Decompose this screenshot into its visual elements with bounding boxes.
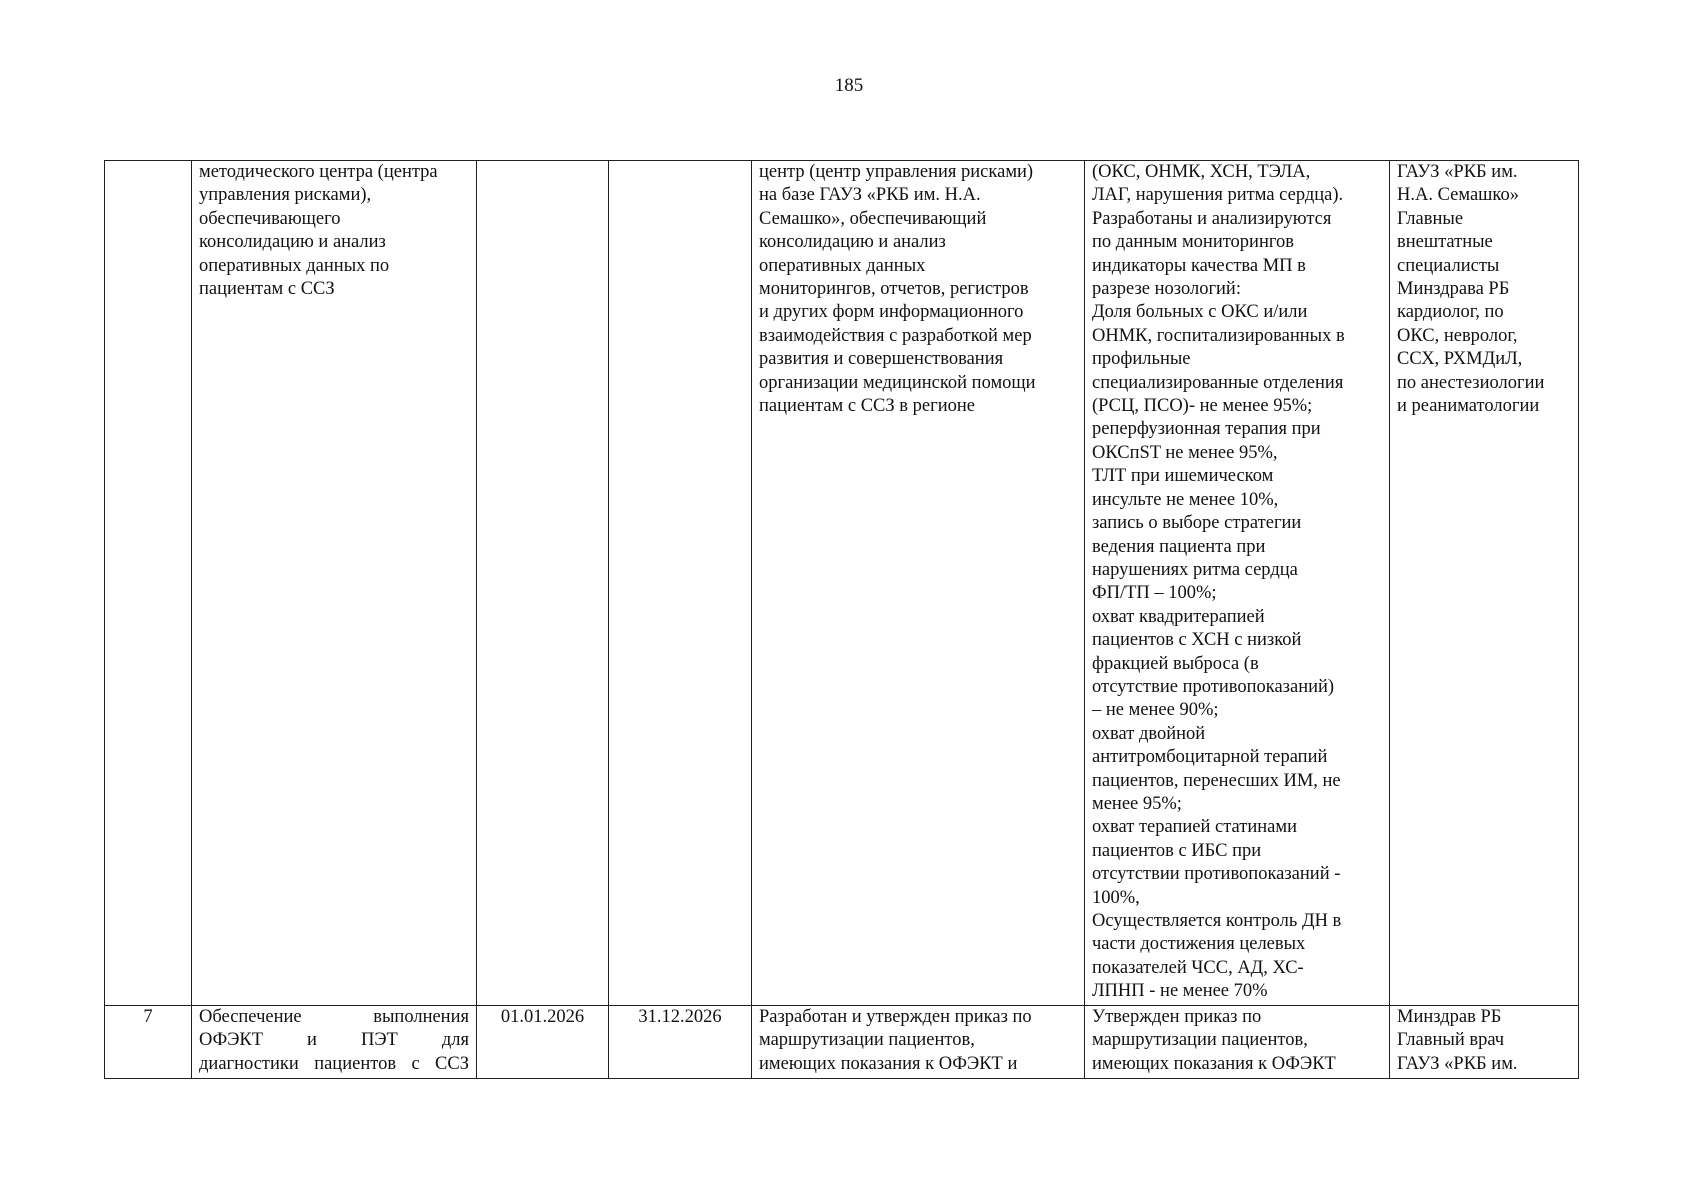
responsible-text: Минздрав РБ Главный врач ГАУЗ «РКБ им.: [1397, 1007, 1518, 1074]
cell-characteristics: [1085, 1006, 1390, 1079]
cell-responsible: [1390, 161, 1579, 1006]
cell-result: [752, 161, 1085, 1006]
cell-end-date: [609, 161, 752, 1006]
characteristics-text: (ОКС, ОНМК, ХСН, ТЭЛА, ЛАГ, нарушения ритма сердца). Разработаны и анализируются по данным мониторингов индикаторы качества МП в разрезе нозологий: Доля больных с ОКС и/или ОНМК, госпитализированных в профильные специализированные отделения (РСЦ, ПСО)- не менее 95%; реперфузионная терапия при ОКСпST не менее 95%, ТЛТ при ишемическом инсульте не менее 10%, запись о выборе стратегии ведения пациента при нарушениях ритма сердца ФП/ТП – 100%; охват квадритерапией пациентов с ХСН с низкой фракцией выброса (в отсутствие противопоказаний) – не менее 90%; охват двойной антитромбоцитарной терапий пациентов, перенесших ИМ, не менее 95%; охват терапией статинами пациентов с ИБС при отсутствии противопоказаний - 100%, Осуществляется контроль ДН в части достижения целевых показателей ЧСС, АД, ХС- ЛПНП - не менее 70%: [1092, 162, 1345, 1002]
measure-line: ОФЭКТ и ПЭТ для: [199, 1030, 469, 1051]
page-number: 185: [834, 75, 864, 96]
end-date: 31.12.2026: [638, 1007, 722, 1027]
table-row: [105, 161, 1579, 1006]
result-text: центр (центр управления рисками) на базе ГАУЗ «РКБ им. Н.А. Семашко», обеспечивающий консолидацию и анализ оперативных данных мониторингов, отчетов, регистров и других форм информационного взаимодействия с разработкой мер развития и совершенствования организации медицинской помощи пациентам с ССЗ в регионе: [759, 162, 1036, 417]
cell-measure: [192, 1006, 477, 1079]
result-text: Разработан и утвержден приказ по маршрутизации пациентов, имеющих показания к ОФЭКТ и: [759, 1007, 1032, 1074]
cell-start-date: [477, 1006, 609, 1079]
cell-characteristics: [1085, 161, 1390, 1006]
measure-line: Обеспечение выполнения: [199, 1007, 469, 1027]
cell-num: [105, 1006, 192, 1079]
cell-responsible: [1390, 1006, 1579, 1079]
table-row: [105, 1006, 1579, 1079]
row-number: 7: [143, 1007, 153, 1027]
cell-start-date: [477, 161, 609, 1006]
document-table: [104, 160, 1579, 1079]
cell-measure: [192, 161, 477, 1006]
cell-result: [752, 1006, 1085, 1079]
cell-num: [105, 161, 192, 1006]
characteristics-text: Утвержден приказ по маршрутизации пациентов, имеющих показания к ОФЭКТ: [1092, 1007, 1336, 1074]
responsible-text: ГАУЗ «РКБ им. Н.А. Семашко» Главные внештатные специалисты Минздрава РБ кардиолог, по ОКС, невролог, ССХ, РХМДиЛ, по анестезиологии и реаниматологии: [1397, 162, 1545, 417]
measure-line: диагностики пациентов с ССЗ: [199, 1053, 469, 1074]
measure-text: методического центра (центра управления рисками), обеспечивающего консолидацию и анализ оперативных данных по пациентам с ССЗ: [199, 162, 438, 300]
start-date: 01.01.2026: [500, 1007, 585, 1027]
cell-end-date: [609, 1006, 752, 1079]
